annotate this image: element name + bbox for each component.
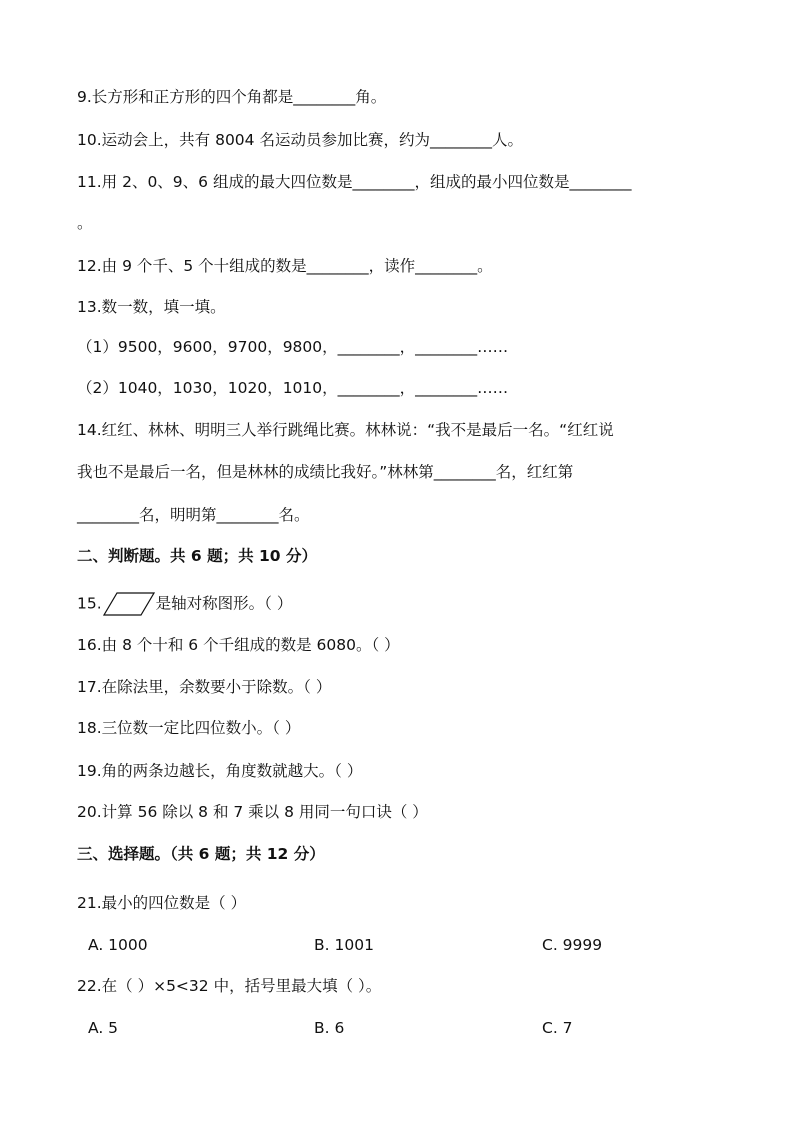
question-21-option-a: A. 1000 <box>88 936 148 954</box>
question-14-line-3: ________名，明明第________名。 <box>77 506 310 524</box>
question-21-option-c: C. 9999 <box>542 936 603 954</box>
question-17: 17.在除法里，余数要小于除数。（ ） <box>77 678 332 696</box>
question-22: 22.在（ ）×5<32 中，括号里最大填（ ）。 <box>77 977 382 995</box>
section-2-heading: 二、判断题。共 6 题；共 10 分） <box>77 547 317 565</box>
question-14-line-1: 14.红红、林林、明明三人举行跳绳比赛。林林说：“我不是最后一名。“红红说 <box>77 421 614 439</box>
question-12: 12.由 9 个千、5 个十组成的数是________，读作________。 <box>77 257 493 275</box>
question-21: 21.最小的四位数是（ ） <box>77 894 247 912</box>
question-19: 19.角的两条边越长，角度数就越大。（ ） <box>77 762 363 780</box>
question-13: 13.数一数，填一填。 <box>77 298 226 316</box>
question-16: 16.由 8 个十和 6 个千组成的数是 6080。（ ） <box>77 636 400 654</box>
question-22-option-a: A. 5 <box>88 1019 119 1037</box>
parallelogram-icon <box>103 592 155 616</box>
question-21-option-b: B. 1001 <box>314 936 374 954</box>
question-18: 18.三位数一定比四位数小。（ ） <box>77 719 301 737</box>
question-10: 10.运动会上，共有 8004 名运动员参加比赛，约为________人。 <box>77 131 523 149</box>
question-20: 20.计算 56 除以 8 和 7 乘以 8 用同一句口诀（ ） <box>77 803 428 821</box>
question-15-suffix: 是轴对称图形。（ ） <box>155 594 293 613</box>
question-13-1: （1）9500，9600，9700，9800，________，________…… <box>77 338 509 356</box>
question-22-option-b: B. 6 <box>314 1019 345 1037</box>
question-15 <box>77 592 292 616</box>
question-14-line-2: 我也不是最后一名，但是林林的成绩比我好。”林林第________名，红红第 <box>77 463 574 481</box>
question-11: 11.用 2、0、9、6 组成的最大四位数是________，组成的最小四位数是________ <box>77 173 632 191</box>
question-11-end: 。 <box>77 214 93 232</box>
question-15-prefix: 15. <box>77 594 102 613</box>
question-13-2: （2）1040，1030，1020，1010，________，________…… <box>77 379 509 397</box>
section-3-heading: 三、选择题。（共 6 题；共 12 分） <box>77 845 325 863</box>
question-22-option-c: C. 7 <box>542 1019 573 1037</box>
question-9: 9.长方形和正方形的四个角都是________角。 <box>77 88 387 106</box>
